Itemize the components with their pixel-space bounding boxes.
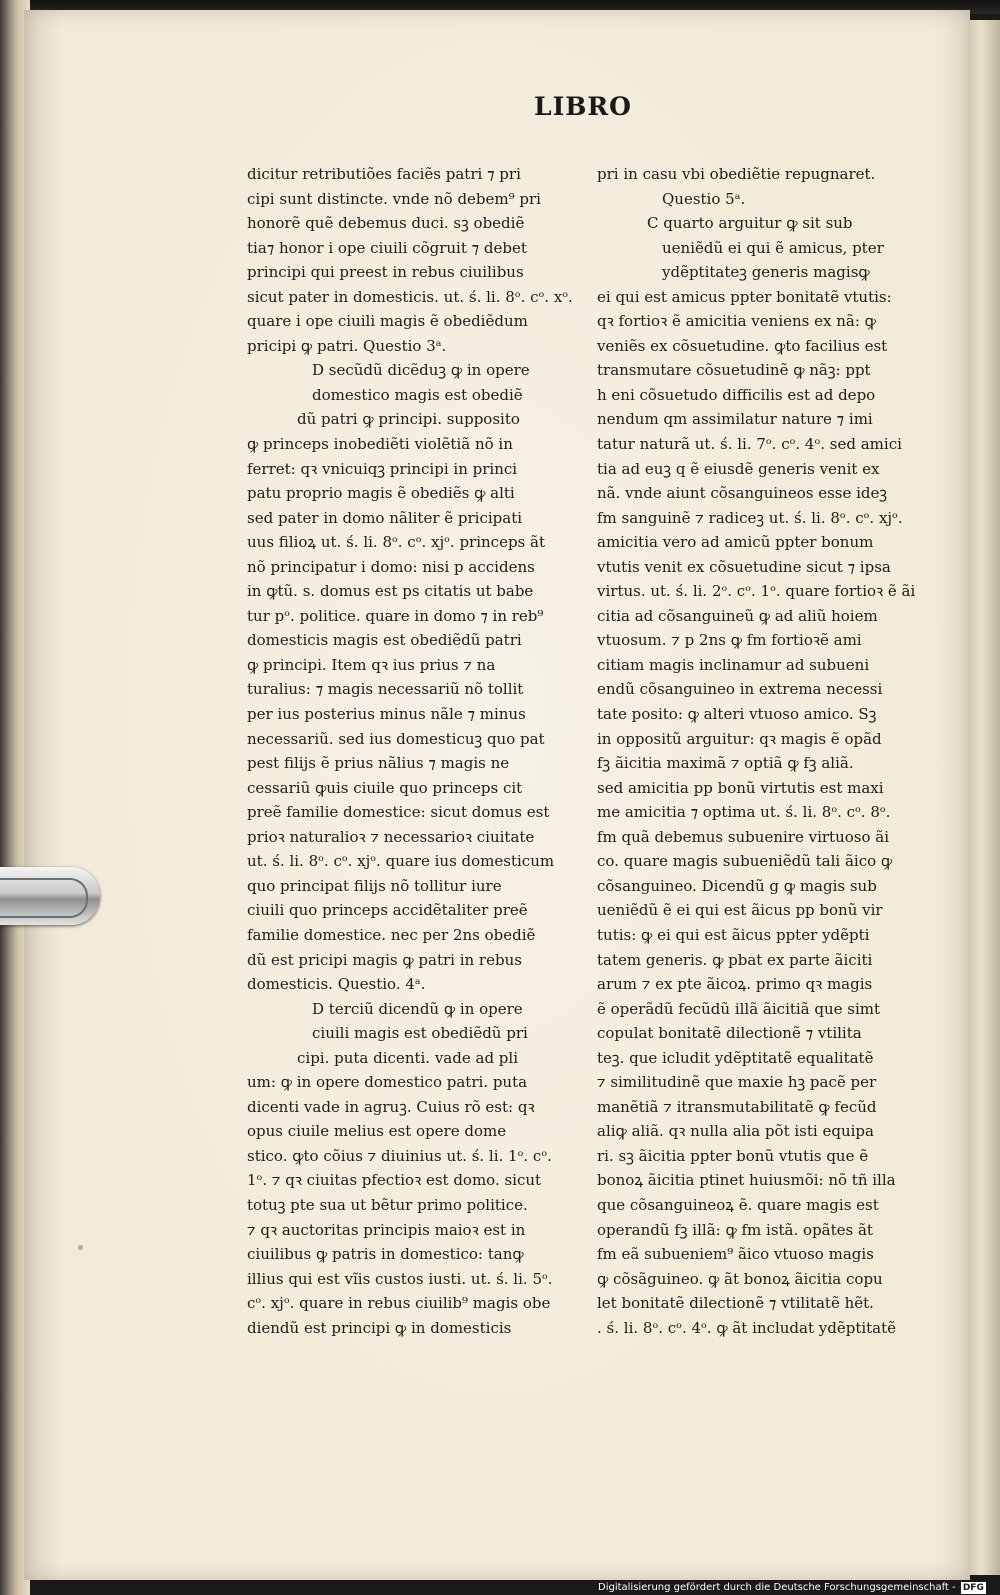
right-text-column (597, 162, 916, 1340)
text-line: patu proprio magis ẽ obediẽs ꝙ alti (247, 484, 515, 503)
text-line: copulat bonitatẽ dilectionẽ ⁊ vtilita (597, 1024, 862, 1043)
text-line: ueniẽdũ ẽ ei qui est ãicus pp bonũ vir (597, 901, 883, 920)
text-line: dicitur retributiões faciẽs patri ⁊ pri (247, 165, 521, 183)
text-line: amicitia vero ad amicũ ppter bonum (597, 533, 874, 552)
text-line: domesticis. Questio. 4ᵃ. (247, 975, 426, 994)
text-line: let bonitatẽ dilectionẽ ⁊ vtilitatẽ hẽt. (597, 1294, 874, 1313)
text-line: ut. ś. li. 8ᵒ. cᵒ. xjᵒ. quare ius domesticum (247, 852, 555, 871)
text-line: virtus. ut. ś. li. 2ᵒ. cᵒ. 1ᵒ. quare fortioꝛ ẽ ãi (597, 582, 916, 601)
text-line: operandũ fꝫ illã: ꝙ fm istã. opãtes ãt (597, 1220, 873, 1239)
text-line: ꝙ princeps inobediẽti violẽtiã nõ in (247, 435, 513, 454)
text-line: opus ciuile melius est opere dome (247, 1122, 507, 1141)
text-line: fm eã subueniem⁹ ãico vtuoso magis (597, 1245, 874, 1264)
text-line: ciuili quo princeps accidẽtaliter preẽ (247, 901, 528, 920)
text-line: quo principat filijs nõ tollitur iure (247, 876, 502, 895)
text-line: cõsanguineo. Dicendũ g ꝙ magis sub (597, 876, 877, 895)
text-line: principi qui preest in rebus ciuilibus (247, 263, 524, 282)
text-line: nõ principatur i domo: nisi p accidens (247, 557, 535, 576)
text-line: manẽtiã ⁊ itransmutabilitatẽ ꝙ fecũd (597, 1097, 877, 1116)
text-line: sed amicitia pp bonũ virtutis est maxi (597, 778, 884, 797)
text-line: 1ᵒ. ⁊ qꝛ ciuitas pfectioꝛ est domo. sicut (247, 1171, 542, 1190)
text-line: stico. ꝙto cõius ⁊ diuinius ut. ś. li. 1ᵒ. cᵒ. (247, 1146, 552, 1165)
text-line: quare i ope ciuili magis ẽ obediẽdum (247, 312, 528, 331)
text-line: nã. vnde aiunt cõsanguineos esse ideꝫ (597, 484, 888, 503)
text-line: D secũdũ dicẽduꝫ ꝙ in opere (312, 361, 530, 380)
left-text-column (247, 162, 573, 1340)
text-line: per ius posterius minus nãle ⁊ minus (247, 705, 526, 724)
text-line: ꝙ cõsãguineo. ꝙ ãt bonoꝝ ãicitia copu (597, 1269, 883, 1288)
text-line: in ꝙtũ. s. domus est ps citatis ut babe (247, 582, 534, 601)
text-line: ꝙ principi. Item qꝛ ius prius ⁊ na (247, 655, 496, 674)
text-line: ferret: qꝛ vnicuiqꝫ principi in princi (247, 459, 518, 478)
text-line: arum ⁊ ex pte ãicoꝝ. primo qꝛ magis (597, 975, 873, 994)
text-line: endũ cõsanguineo in extrema necessi (597, 680, 883, 699)
text-line: cᵒ. xjᵒ. quare in rebus ciuilib⁹ magis obe (247, 1294, 551, 1313)
text-line: tatur naturã ut. ś. li. 7ᵒ. cᵒ. 4ᵒ. sed amici (597, 435, 902, 454)
digitization-footer (598, 1580, 998, 1595)
text-line: . ś. li. 8ᵒ. cᵒ. 4ᵒ. ꝙ ãt includat ydẽptitatẽ (597, 1318, 897, 1337)
text-line: uus filioꝝ ut. ś. li. 8ᵒ. cᵒ. xjᵒ. princeps ãt (247, 533, 545, 552)
text-line: citiam magis inclinamur ad subueni (597, 655, 870, 674)
text-line: vtutis venit ex cõsuetudine sicut ⁊ ipsa (597, 557, 891, 576)
text-line: fꝫ ãicitia maximã ⁊ optiã ꝙ fꝫ aliã. (597, 754, 854, 773)
text-line: bonoꝝ ãicitia ptinet huiusmõi: nõ tñ illa (597, 1171, 896, 1190)
text-line: tutis: ꝙ ei qui est ãicus ppter ydẽpti (597, 925, 870, 944)
text-line: ri. sꝫ ãicitia ppter bonũ vtutis que ẽ (597, 1146, 869, 1165)
text-line: que cõsanguineoꝝ ẽ. quare magis est (597, 1195, 879, 1214)
text-line: fm quã debemus subuenire virtuoso ãi (597, 827, 889, 846)
text-line: dicenti vade in agruꝫ. Cuius rõ est: qꝛ (247, 1097, 535, 1116)
text-line: pest filijs ẽ prius nãlius ⁊ magis ne (247, 754, 510, 773)
text-line: ⁊ similitudinẽ que maxie hꝫ pacẽ per (597, 1073, 877, 1092)
text-line: tia ad euꝫ q ẽ eiusdẽ generis venit ex (597, 459, 880, 478)
text-line: tatem generis. ꝙ pbat ex parte ãiciti (597, 950, 873, 969)
text-line: ⁊ qꝛ auctoritas principis maioꝛ est in (247, 1220, 526, 1239)
text-line: prioꝛ naturalioꝛ ⁊ necessarioꝛ ciuitate (247, 827, 535, 846)
page-clip-wire (0, 878, 88, 918)
text-line: fm sanguinẽ ⁊ radiceꝫ ut. ś. li. 8ᵒ. cᵒ. xjᵒ. (597, 508, 903, 527)
text-line: Questio 5ᵃ. (662, 189, 746, 208)
text-line: ei qui est amicus ppter bonitatẽ vtutis: (597, 287, 892, 306)
text-line: tia⁊ honor i ope ciuili cõgruit ⁊ debet (247, 238, 527, 257)
text-line: ueniẽdũ ei qui ẽ amicus, pter (662, 238, 884, 257)
text-line: domesticis magis est obediẽdũ patri (247, 631, 522, 650)
text-line: pricipi ꝙ patri. Questio 3ᵃ. (247, 336, 447, 355)
text-line: dũ est pricipi magis ꝙ patri in rebus (247, 950, 522, 969)
text-line: cipi. puta dicenti. vade ad pli (297, 1048, 519, 1067)
paper-spot (78, 1245, 83, 1250)
text-line: teꝫ. que icludit ydẽptitatẽ equalitatẽ (597, 1048, 874, 1067)
text-line: veniẽs ex cõsuetudine. ꝙto facilius est (597, 336, 888, 355)
text-line: ciuilibus ꝙ patris in domestico: tanꝙ (247, 1245, 524, 1264)
text-line: necessariũ. sed ius domesticuꝫ quo pat (247, 729, 545, 748)
footer-credit-text: Digitalisierung gefördert durch die Deutsche Forschungsgemeinschaft - (598, 1582, 956, 1593)
text-line: illius qui est vĩis custos iusti. ut. ś. li. 5ᵒ. (247, 1269, 553, 1288)
text-line: sed pater in domo nãliter ẽ pricipati (247, 508, 523, 527)
text-line: co. quare magis subueniẽdũ tali ãico ꝙ (597, 852, 893, 871)
text-line: pri in casu vbi obediẽtie repugnaret. (597, 165, 876, 183)
text-line: C quarto arguitur ꝙ sit sub (647, 214, 853, 233)
text-line: tur pᵒ. politice. quare in domo ⁊ in reb⁹ (247, 606, 544, 625)
text-line: dũ patri ꝙ principi. supposito (297, 410, 520, 429)
next-page-edge (968, 20, 1000, 1575)
text-line: me amicitia ⁊ optima ut. ś. li. 8ᵒ. cᵒ. 8ᵒ. (597, 803, 891, 822)
text-line: transmutare cõsuetudinẽ ꝙ nãꝫ: ppt (597, 361, 871, 380)
text-line: honorẽ quẽ debemus duci. sꝫ obediẽ (247, 214, 525, 233)
text-line: um: ꝙ in opere domestico patri. puta (247, 1073, 528, 1092)
text-line: preẽ familie domestice: sicut domus est (247, 803, 550, 822)
text-line: familie domestice. nec per 2ns obediẽ (247, 925, 536, 944)
text-line: ẽ operãdũ fecũdũ illã ãicitiã que simt (597, 999, 881, 1018)
text-line: turalius: ⁊ magis necessariũ nõ tollit (247, 680, 524, 699)
running-head: LIBRO (534, 92, 632, 121)
text-line: totuꝫ pte sua ut bẽtur primo politice. (247, 1195, 528, 1214)
text-line: tate posito: ꝙ alteri vtuoso amico. Sꝫ (597, 705, 877, 724)
text-line: cessariũ ꝙuis ciuile quo princeps cit (247, 778, 523, 797)
text-line: h eni cõsuetudo difficilis est ad depo (597, 385, 876, 404)
text-line: nendum qm assimilatur nature ⁊ imi (597, 410, 873, 429)
text-line: ciuili magis est obediẽdũ pri (312, 1024, 528, 1043)
text-line: D terciũ dicendũ ꝙ in opere (312, 999, 523, 1018)
text-line: citia ad cõsanguineũ ꝙ ad aliũ hoiem (597, 606, 878, 625)
text-line: in oppositũ arguitur: qꝛ magis ẽ opãd (597, 729, 882, 748)
text-line: ydẽptitateꝫ generis magisꝙ (662, 263, 870, 282)
dfg-logo: DFG (962, 1583, 984, 1593)
text-line: aliꝙ aliã. qꝛ nulla alia põt isti equipa (597, 1122, 874, 1141)
text-line: cipi sunt distincte. vnde nõ debem⁹ pri (247, 189, 541, 208)
text-line: vtuosum. ⁊ p 2ns ꝙ fm fortioꝛẽ ami (597, 631, 862, 650)
text-line: qꝛ fortioꝛ ẽ amicitia veniens ex nã: ꝙ (597, 312, 876, 331)
text-line: diendũ est principi ꝙ in domesticis (247, 1318, 512, 1337)
text-line: domestico magis est obediẽ (312, 385, 523, 404)
text-line: sicut pater in domesticis. ut. ś. li. 8ᵒ. cᵒ. xᵒ. (247, 287, 573, 306)
